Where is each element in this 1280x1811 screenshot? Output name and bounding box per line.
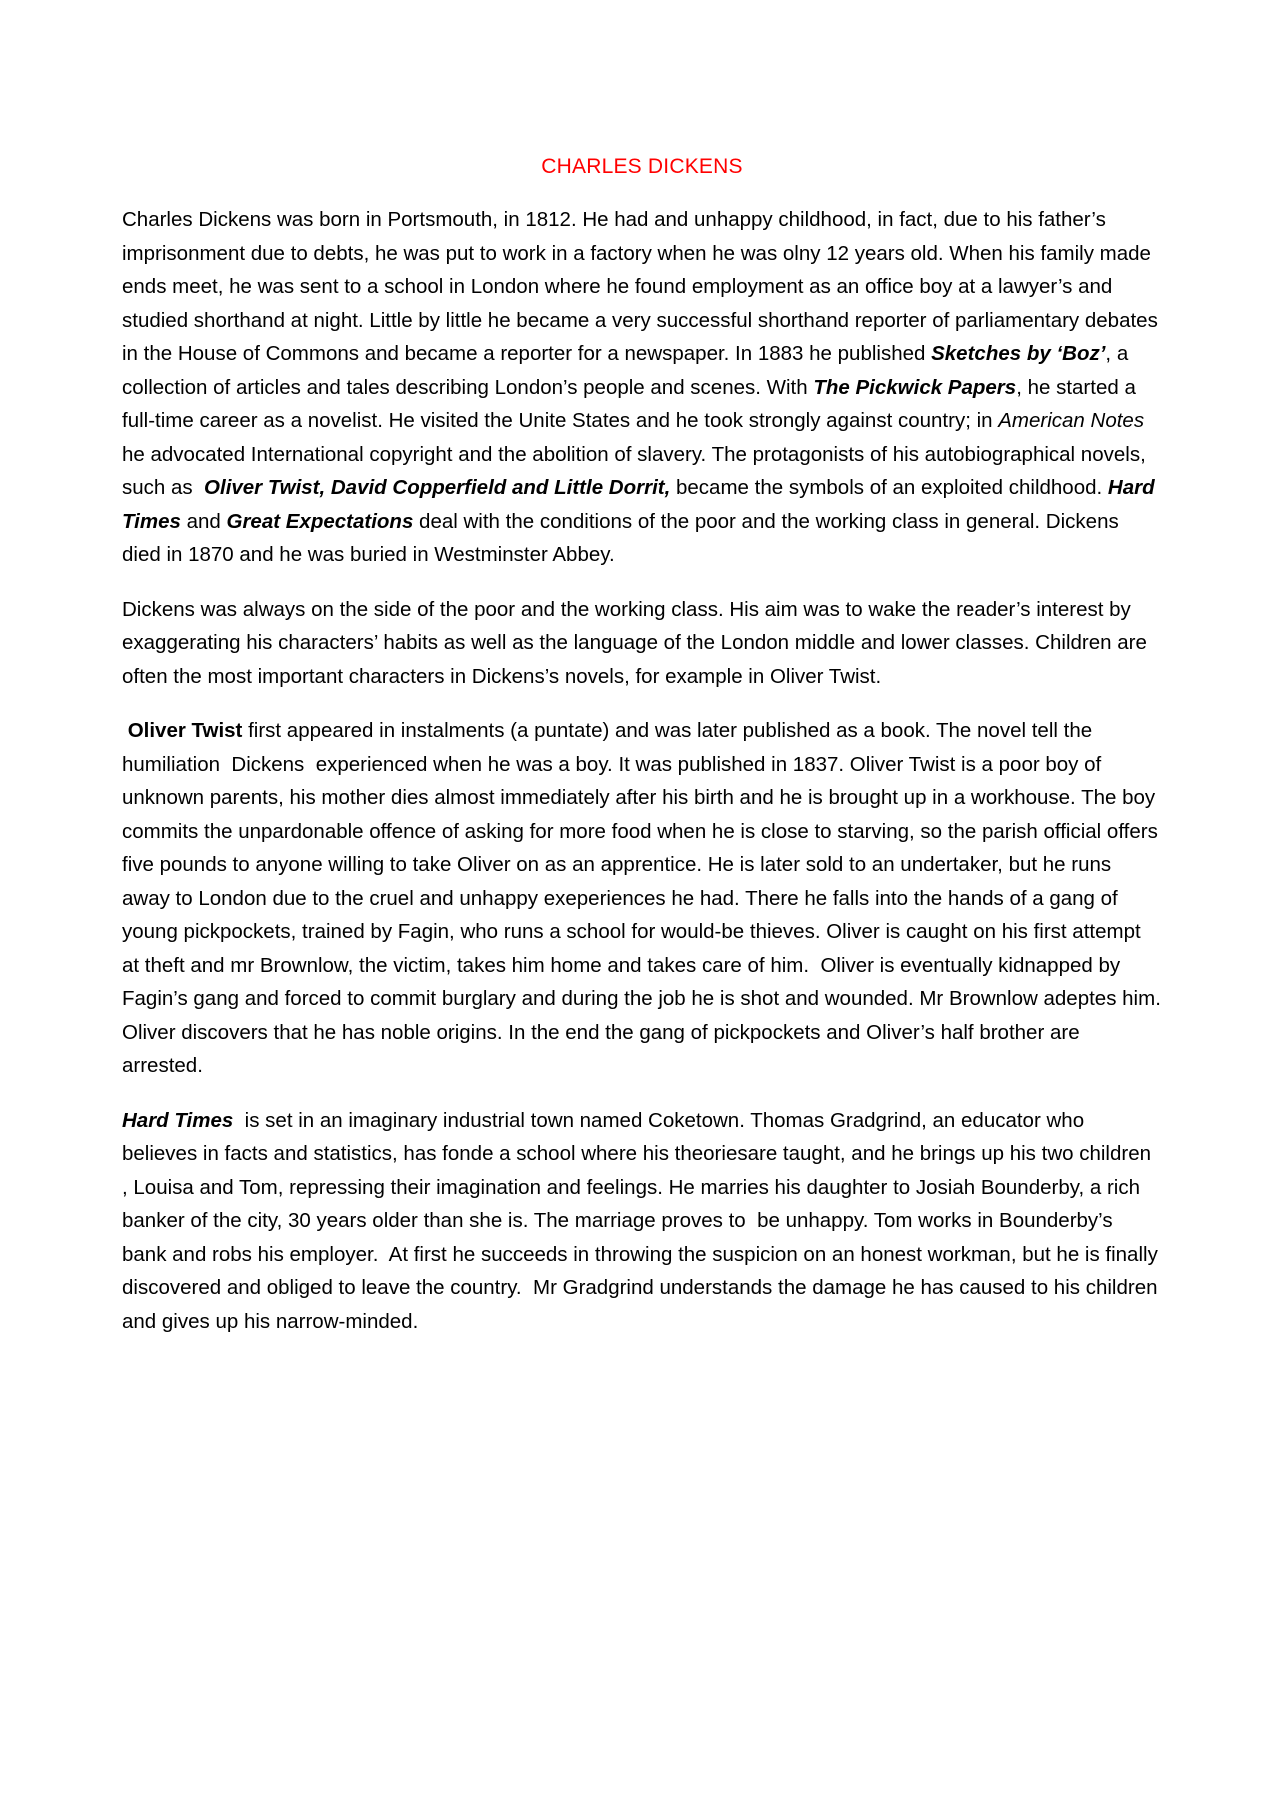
book-title-sketches-by-boz: Sketches by ‘Boz’ (931, 342, 1106, 365)
paragraph-hard-times (122, 1104, 1162, 1339)
text-segment: , a collection of articles and tales describing London’s people and scenes. With (122, 342, 1134, 399)
document-title: CHARLES DICKENS (541, 155, 743, 178)
book-title-pickwick-papers: The Pickwick Papers (813, 375, 1017, 399)
book-title-great-expectations: Great Expectations (226, 509, 414, 533)
document-page (122, 153, 1167, 1359)
book-titles-autobiographical-novels: Oliver Twist, David Copperfield and Little Dorrit, (204, 476, 671, 499)
paragraph-biography (122, 203, 1162, 572)
text-segment: Dickens was always on the side of the poor and the working class. His aim was to wake the reader’s interest by exaggerating his characters’ habits as well as the language of the London middle and lower classes. Children are often the most important characters in Dickens’s novels, for example in Oliver Twist. (122, 597, 1153, 688)
book-title-hard-times: Hard Times (122, 476, 1161, 533)
text-segment: and (180, 509, 227, 533)
text-segment: Charles Dickens was born in Portsmouth, in 1812. He had and unhappy childhood, in fact, due to his father’s imprisonment due to debts, he was put to work in a factory when he was olny 12 years old. When his family made ends meet, he was sent to a school in London where he found employment as an office boy at a lawyer’s and studied shorthand at night. Little by little he became a very successful shorthand reporter of parliamentary debates in the House of Commons and became a reporter for a newspaper. In 1883 he published (122, 208, 1164, 365)
text-segment: deal with the conditions of the poor and the working class in general. Dickens died in 1870 and he was buried in Westminster Abbey. (122, 509, 1125, 566)
text-segment: became the symbols of an exploited childhood. (670, 476, 1108, 499)
book-title-oliver-twist: Oliver Twist (122, 719, 243, 742)
paragraph-oliver-twist (122, 714, 1167, 1083)
book-title-american-notes: American Notes (998, 409, 1145, 432)
text-segment: , he started a full-time career as a novelist. He visited the Unite States and he took strongly against country; in (122, 375, 1142, 432)
text-segment: he advocated International copyright and the abolition of slavery. The protagonists of his autobiographical novels, such as (122, 409, 1152, 499)
book-title-hard-times: Hard Times (122, 1108, 234, 1132)
text-segment: first appeared in instalments (a puntate) and was later published as a book. The novel tell the humiliation Dickens experienced when he was a boy. It was published in 1837. Oliver Twist is a poor boy of unknown parents, his mother dies almost immediately after his birth and he is brought up in a workhouse. The boy commits the unpardonable offence of asking for more food when he is close to starving, so the parish official offers five pounds to anyone willing to take Oliver on as an apprentice. He is later sold to an undertaker, but he runs away to London due to the cruel and unhappy exeperiences he had. There he falls into the hands of a gang of young pickpockets, trained by Fagin, who runs a school for would-be thieves. Oliver is caught on his first attempt at theft and mr Brownlow, the victim, takes him home and takes care of him. Oliver is eventually kidnapped by Fagin’s gang and forced to commit burglary and during the job he is shot and wounded. Mr Brownlow adeptes him. Oliver discovers that he has noble origins. In the end the gang of pickpockets and Oliver’s half brother are arrested. (122, 719, 1167, 1077)
paragraph-themes (122, 593, 1162, 694)
text-segment: is set in an imaginary industrial town named Coketown. Thomas Gradgrind, an educator who believes in facts and statistics, has fonde a school where his theoriesare taught, and he brings up his two children , Louisa and Tom, repressing their imagination and feelings. He marries his daughter to Josiah Bounderby, a rich banker of the city, 30 years older than she is. The marriage proves to be unhappy. Tom works in Bounderby’s bank and robs his employer. At first he succeeds in throwing the suspicion on an honest workman, but he is finally discovered and obliged to leave the country. Mr Gradgrind understands the damage he has caused to his children and gives up his narrow-minded. (122, 1108, 1164, 1333)
